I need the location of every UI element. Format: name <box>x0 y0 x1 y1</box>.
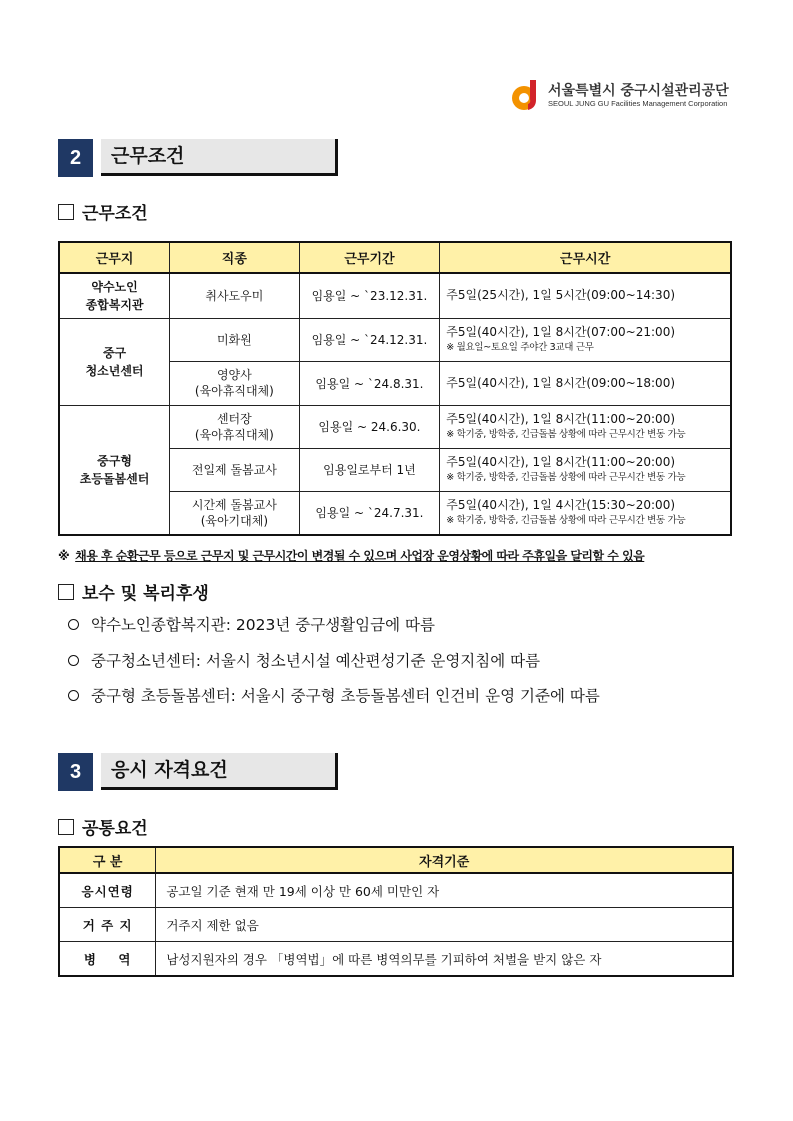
circle-bullet-icon <box>68 619 79 630</box>
req-label-cell: 응시연령 <box>59 873 156 908</box>
work-conditions-table <box>58 241 732 536</box>
job-cell: 시간제 돌봄교사 (육아기대체) <box>170 491 300 535</box>
header-job: 직종 <box>170 242 300 273</box>
hours-cell: 주5일(40시간), 1일 4시간(15:30~20:00) ※ 학기중, 방학중, 긴급돌봄 상황에 따라 근무시간 변동 가능 <box>440 491 731 535</box>
list-item <box>68 613 435 635</box>
header-period: 근무기간 <box>299 242 440 273</box>
job-cell: 영양사 (육아휴직대체) <box>170 361 300 405</box>
hours-note: ※ 학기중, 방학중, 긴급돌봄 상황에 따라 근무시간 변동 가능 <box>446 514 686 526</box>
header-criteria: 자격기준 <box>156 847 733 873</box>
logo-mark-icon <box>510 78 542 114</box>
header-category: 구 분 <box>59 847 156 873</box>
notice-text: 채용 후 순환근무 등으로 근무지 및 근무시간이 변경될 수 있으며 사업장 운영상황에 따라 주휴일을 달리할 수 있음 <box>75 549 645 563</box>
period-cell: 임용일 ~ 24.6.30. <box>299 405 440 448</box>
checkbox-square-icon <box>58 819 74 835</box>
hours-cell: 주5일(25시간), 1일 5시간(09:00~14:30) <box>440 273 731 318</box>
hours-cell: 주5일(40시간), 1일 8시간(07:00~21:00) ※ 월요일~토요일 주야간 3교대 근무 <box>440 318 731 361</box>
section-number: 3 <box>58 753 93 791</box>
table-row <box>59 908 733 942</box>
section-title: 응시 자격요건 <box>101 753 338 790</box>
circle-bullet-icon <box>68 690 79 701</box>
req-text-cell: 거주지 제한 없음 <box>156 908 733 942</box>
period-cell: 임용일로부터 1년 <box>299 448 440 491</box>
work-subheading-text: 근무조건 <box>82 204 148 224</box>
table-header-row <box>59 847 733 873</box>
notice-mark: ※ <box>58 549 70 563</box>
req-subheading-text: 공통요건 <box>82 819 148 839</box>
hours-cell: 주5일(40시간), 1일 8시간(09:00~18:00) <box>440 361 731 405</box>
work-subheading <box>58 199 148 224</box>
list-item <box>68 649 540 671</box>
req-subheading <box>58 814 148 839</box>
list-item-text: 약수노인종합복지관: 2023년 중구생활임금에 따름 <box>91 616 435 634</box>
job-cell: 전일제 돌봄교사 <box>170 448 300 491</box>
table-row <box>59 273 731 318</box>
section-2-heading <box>58 139 332 177</box>
circle-bullet-icon <box>68 655 79 666</box>
place-cell: 중구형 초등돌봄센터 <box>59 405 170 535</box>
period-cell: 임용일 ~ `24.8.31. <box>299 361 440 405</box>
place-cell: 중구 청소년센터 <box>59 318 170 405</box>
job-cell: 센터장 (육아휴직대체) <box>170 405 300 448</box>
list-item-text: 중구청소년센터: 서울시 청소년시설 예산편성기준 운영지침에 따름 <box>91 652 541 670</box>
header-place: 근무지 <box>59 242 170 273</box>
period-cell: 임용일 ~ `24.12.31. <box>299 318 440 361</box>
logo-english-name: SEOUL JUNG GU Facilities Management Corporation <box>548 99 728 108</box>
period-cell: 임용일 ~ `24.7.31. <box>299 491 440 535</box>
work-notice <box>58 547 644 564</box>
hours-cell: 주5일(40시간), 1일 8시간(11:00~20:00) ※ 학기중, 방학중, 긴급돌봄 상황에 따라 근무시간 변동 가능 <box>440 405 731 448</box>
section-title: 근무조건 <box>101 139 338 176</box>
req-text-cell: 남성지원자의 경우 「병역법」에 따른 병역의무를 기피하여 처벌을 받지 않은 자 <box>156 942 733 977</box>
checkbox-square-icon <box>58 204 74 220</box>
job-cell: 미화원 <box>170 318 300 361</box>
hours-note: ※ 월요일~토요일 주야간 3교대 근무 <box>446 341 594 353</box>
requirements-table <box>58 846 734 977</box>
hours-cell: 주5일(40시간), 1일 8시간(11:00~20:00) ※ 학기중, 방학중, 긴급돌봄 상황에 따라 근무시간 변동 가능 <box>440 448 731 491</box>
table-row <box>59 942 733 977</box>
section-number: 2 <box>58 139 93 177</box>
pay-subheading <box>58 579 209 604</box>
req-text-cell: 공고일 기준 현재 만 19세 이상 만 60세 미만인 자 <box>156 873 733 908</box>
company-logo <box>510 78 740 114</box>
header-hours: 근무시간 <box>440 242 731 273</box>
table-row <box>59 405 731 448</box>
table-row <box>59 873 733 908</box>
list-item-text: 중구형 초등돌봄센터: 서울시 중구형 초등돌봄센터 인건비 운영 기준에 따름 <box>91 687 600 705</box>
list-item <box>68 684 600 706</box>
section-3-heading <box>58 753 332 791</box>
period-cell: 임용일 ~ `23.12.31. <box>299 273 440 318</box>
hours-note: ※ 학기중, 방학중, 긴급돌봄 상황에 따라 근무시간 변동 가능 <box>446 471 686 483</box>
table-row <box>59 318 731 361</box>
hours-note: ※ 학기중, 방학중, 긴급돌봄 상황에 따라 근무시간 변동 가능 <box>446 428 686 440</box>
pay-subheading-text: 보수 및 복리후생 <box>82 584 209 604</box>
req-label-cell: 거 주 지 <box>59 908 156 942</box>
table-header-row <box>59 242 731 273</box>
job-cell: 취사도우미 <box>170 273 300 318</box>
checkbox-square-icon <box>58 584 74 600</box>
req-label-cell: 병 역 <box>59 942 156 977</box>
place-cell: 약수노인 종합복지관 <box>59 273 170 318</box>
logo-korean-name: 서울특별시 중구시설관리공단 <box>548 83 729 99</box>
